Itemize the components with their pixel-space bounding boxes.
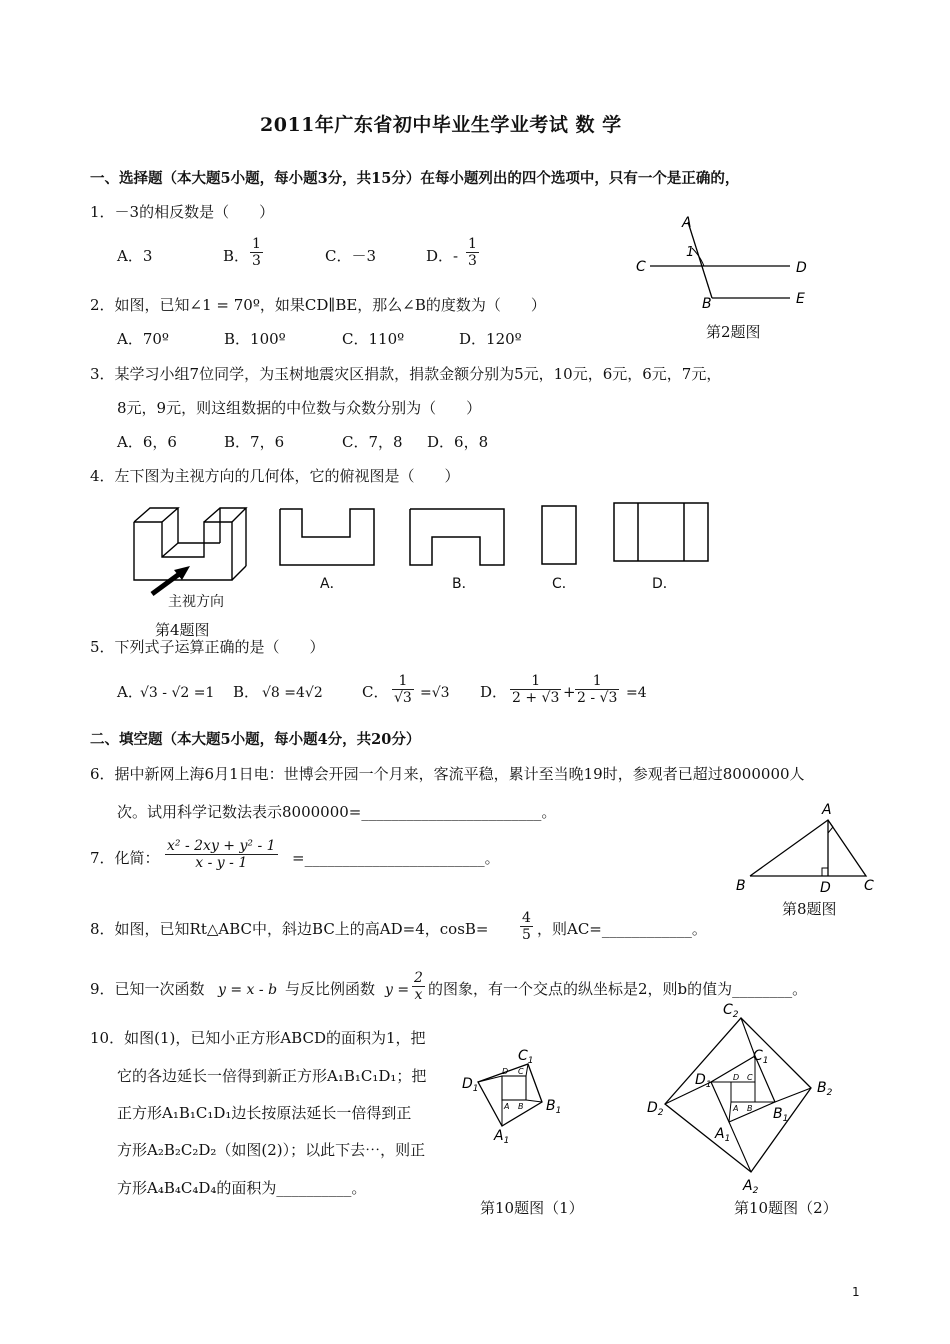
q1-stem: 1．－3的相反数是（ ） <box>90 203 275 221</box>
svg-text:B2: $B_2$ <box>817 1080 833 1098</box>
q5-option-d-plus: + <box>563 683 576 701</box>
q2-label-a: A <box>682 215 692 231</box>
q5-option-d-fraction1: $\frac{1}{2 + √3}$ <box>512 673 560 706</box>
svg-text:C: C <box>747 1073 753 1082</box>
q1-option-b-fraction: $\frac{1}{3}$ <box>252 236 261 269</box>
q9-prefix: 9．已知一次函数 <box>90 980 205 998</box>
page-number: 1 <box>852 1285 860 1299</box>
q8-label-b: B <box>736 878 746 894</box>
q5-option-a-prefix: A． <box>117 683 143 701</box>
q3-line2: 8元，9元，则这组数据的中位数与众数分别为（ ） <box>117 399 482 417</box>
q9-inverse-lhs: y = <box>385 982 410 998</box>
q10-line3: 正方形A₁B₁C₁D₁边长按原法延长一倍得到正 <box>117 1104 412 1122</box>
q9-linear-expr: y = x - b <box>218 982 278 998</box>
svg-text:B: B <box>518 1102 524 1111</box>
q3-option-a: A．6，6 <box>117 433 177 451</box>
q5-option-d-prefix: D． <box>480 683 508 701</box>
q4-option-c: C． <box>552 576 576 592</box>
q4-option-d: D． <box>652 576 677 592</box>
svg-text:A2: $A_2$ <box>743 1178 759 1196</box>
q4-option-c-figure <box>540 504 580 568</box>
svg-text:C1: $C_1$ <box>518 1048 534 1066</box>
q3-option-b: B．7，6 <box>224 433 285 451</box>
q3-option-d: D．6，8 <box>427 433 489 451</box>
q4-option-a: A． <box>320 576 344 592</box>
q3-option-c: C．7，8 <box>342 433 403 451</box>
q5-option-a-expr: √3 - √2 =1 <box>140 685 215 701</box>
q9-mid: 与反比例函数 <box>285 980 376 998</box>
q8-figure-caption: 第8题图 <box>782 900 837 918</box>
q4-direction-label: 主视方向 <box>168 594 224 610</box>
q4-option-b: B． <box>452 576 476 592</box>
section2-heading: 二、填空题（本大题5小题，每小题4分，共20分） <box>90 731 421 748</box>
q5-option-d-fraction2: $\frac{1}{2 - √3}$ <box>577 673 618 706</box>
q9-inverse-fraction: $\frac{2}{x}$ <box>414 970 423 1003</box>
q8-suffix: ，则AC=____________。 <box>537 920 707 938</box>
q3-line1: 3．某学习小组7位同学，为玉树地震灾区捐款，捐款金额分别为5元，10元，6元，6元，7元， <box>90 365 722 383</box>
q2-label-e: E <box>796 291 805 307</box>
q2-figure <box>630 210 820 320</box>
q8-label-d: D <box>820 880 831 896</box>
q7-fraction: $\frac{\text{x² - 2xy + y² - 1}}{x - y - 1}$ <box>167 838 276 871</box>
q2-label-d: D <box>796 260 807 276</box>
q10-figure-1-caption: 第10题图（1） <box>480 1199 584 1217</box>
page-title: 2011年广东省初中毕业生学业考试 数 学 <box>260 114 622 136</box>
q5-option-b-expr: √8 =4√2 <box>262 685 323 701</box>
q4-figure-caption: 第4题图 <box>155 621 210 639</box>
q6-line1: 6．据中新网上海6月1日电：世博会开园一个月来，客流平稳，累计至当晚19时，参观者已超过8000000人 <box>90 765 805 783</box>
svg-text:D1: $D_1$ <box>462 1076 479 1094</box>
q1-option-d: D．- <box>426 247 459 265</box>
svg-text:C1: $C_1$ <box>753 1048 769 1066</box>
q10-line4: 方形A₂B₂C₂D₂（如图(2)）；以此下去⋯，则正 <box>117 1141 426 1159</box>
q2-option-d: D．120º <box>459 330 522 348</box>
q1-option-c: C．－3 <box>325 247 377 265</box>
q2-label-b: B <box>702 296 712 312</box>
q4-option-d-figure <box>612 501 712 565</box>
q1-option-d-fraction: $\frac{1}{3}$ <box>468 236 477 269</box>
q2-option-c: C．110º <box>342 330 405 348</box>
q8-prefix: 8．如图，已知Rt△ABC中，斜边BC上的高AD=4，cosB= <box>90 920 489 938</box>
svg-text:D2: $D_2$ <box>647 1100 664 1118</box>
q2-label-1: 1 <box>686 245 695 260</box>
q8-figure <box>732 798 882 898</box>
q5-stem: 5．下列式子运算正确的是（ ） <box>90 638 325 656</box>
q2-stem: 2．如图，已知∠1 = 70º，如果CD∥BE，那么∠B的度数为（ ） <box>90 296 546 314</box>
svg-text:A: A <box>504 1102 510 1111</box>
q2-option-b: B．100º <box>224 330 286 348</box>
q9-suffix: 的图象，有一个交点的纵坐标是2，则b的值为________。 <box>428 980 808 998</box>
svg-text:C: C <box>518 1067 524 1076</box>
section1-heading: 一、选择题（本大题5小题，每小题3分，共15分）在每小题列出的四个选项中，只有一个是正确的， <box>90 170 740 187</box>
q10-line1: 10．如图(1)，已知小正方形ABCD的面积为1，把 <box>90 1029 426 1047</box>
svg-text:D1: $D_1$ <box>695 1072 712 1090</box>
q10-line2: 它的各边延长一倍得到新正方形A₁B₁C₁D₁；把 <box>117 1067 427 1085</box>
q8-label-a: A <box>822 802 832 818</box>
svg-text:B1: $B_1$ <box>773 1106 789 1124</box>
q8-label-c: C <box>864 878 874 894</box>
q5-option-b-prefix: B． <box>233 683 260 701</box>
q5-option-c-prefix: C． <box>362 683 389 701</box>
q6-line2: 次。试用科学记数法表示8000000=________________________。 <box>117 803 557 821</box>
q7-prefix: 7．化简： <box>90 849 160 867</box>
q4-stem: 4．左下图为主视方向的几何体，它的俯视图是（ ） <box>90 467 460 485</box>
q7-suffix: =________________________。 <box>292 849 500 867</box>
svg-text:B1: $B_1$ <box>546 1098 562 1116</box>
svg-text:A: A <box>733 1104 739 1113</box>
q1-option-b: B． <box>223 247 250 265</box>
svg-text:B: B <box>747 1104 753 1113</box>
q1-option-a: A．3 <box>117 247 153 265</box>
q10-line5: 方形A₄B₄C₄D₄的面积为__________。 <box>117 1179 367 1197</box>
svg-text:D: D <box>502 1067 509 1076</box>
q2-label-c: C <box>636 259 646 275</box>
svg-text:A1: $A_1$ <box>715 1126 731 1144</box>
q10-figure-2 <box>645 1000 845 1200</box>
q2-option-a: A．70º <box>117 330 169 348</box>
svg-text:C2: $C_2$ <box>723 1002 739 1020</box>
q8-cos-fraction: $\frac{4}{5}$ <box>522 910 531 943</box>
svg-text:A1: $A_1$ <box>494 1128 510 1146</box>
q5-option-c-rhs: =√3 <box>420 685 450 701</box>
q4-option-b-figure <box>408 505 508 575</box>
q5-option-d-rhs: =4 <box>626 685 647 701</box>
q4-option-a-figure <box>278 505 378 575</box>
q2-figure-caption: 第2题图 <box>706 323 761 341</box>
q10-figure-1 <box>460 1040 580 1150</box>
svg-text:D: D <box>733 1073 740 1082</box>
q5-option-c-fraction: $\frac{1}{√3}$ <box>394 673 412 706</box>
q10-figure-2-caption: 第10题图（2） <box>734 1199 838 1217</box>
